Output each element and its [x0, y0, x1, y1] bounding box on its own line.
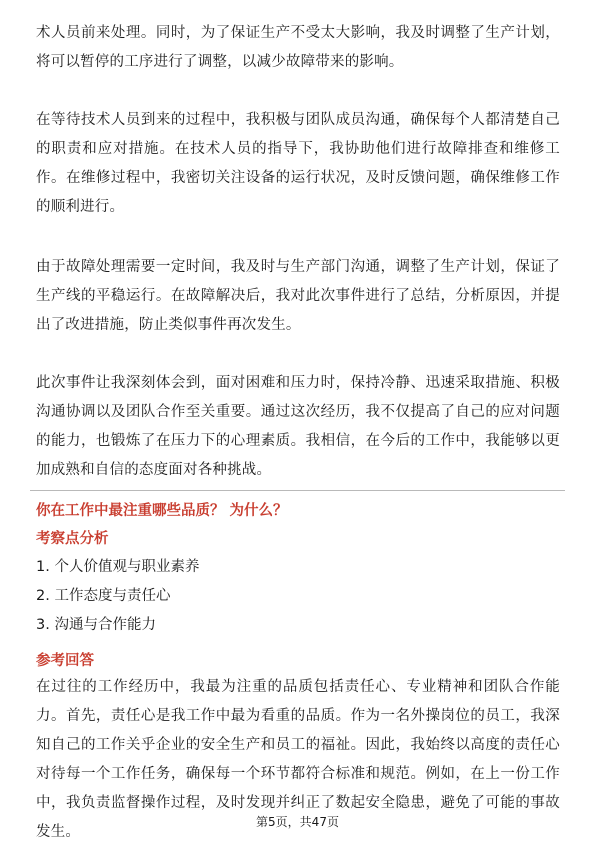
body-paragraph-3: 由于故障处理需要一定时间，我及时与生产部门沟通，调整了生产计划，保证了生产线的平稳运行。在故障解决后，我对此次事件进行了总结，分析原因，并提出了改进措施，防止类似事件再次发生。 — [36, 259, 560, 333]
answer-heading: 参考回答 — [36, 653, 94, 669]
body-paragraph-2: 在等待技术人员到来的过程中，我积极与团队成员沟通，确保每个人都清楚自己的职责和应对措施。在技术人员的指导下，我协助他们进行故障排查和维修工作。在维修过程中，我密切关注设备的运行状况，及时反馈问题，确保维修工作的顺利进行。 — [36, 112, 560, 215]
answer-paragraph: 在过往的工作经历中，我最为注重的品质包括责任心、专业精神和团队合作能力。首先，责任心是我工作中最为看重的品质。作为一名外操岗位的员工，我深知自己的工作关乎企业的安全生产和员工的福祉。因此，我始终以高度的责任心对待每一个工作任务，确保每一个环节都符合标准和规范。例如，在上一份工作中，我负责监督操作过程，及时发现并纠正了数起安全隐患，避免了可能的事故发生。 — [36, 679, 560, 840]
body-paragraph-4: 此次事件让我深刻体会到，面对困难和压力时，保持冷静、迅速采取措施、积极沟通协调以及团队合作至关重要。通过这次经历，我不仅提高了自己的应对问题的能力，也锻炼了在压力下的心理素质。我相信，在今后的工作中，我能够以更加成熟和自信的态度面对各种挑战。 — [36, 375, 560, 478]
analysis-heading: 考察点分析 — [36, 531, 109, 547]
analysis-item-1: 1. 个人价值观与职业素养 — [36, 559, 200, 575]
analysis-item-2: 2. 工作态度与责任心 — [36, 588, 171, 604]
body-paragraph-1: 术人员前来处理。同时，为了保证生产不受太大影响，我及时调整了生产计划，将可以暂停的工序进行了调整，以减少故障带来的影响。 — [36, 25, 560, 70]
question-title: 你在工作中最注重哪些品质？ 为什么？ — [36, 503, 288, 519]
section-divider — [30, 490, 565, 491]
analysis-item-3: 3. 沟通与合作能力 — [36, 617, 156, 633]
page-number: 第5页，共47页 — [256, 815, 339, 829]
